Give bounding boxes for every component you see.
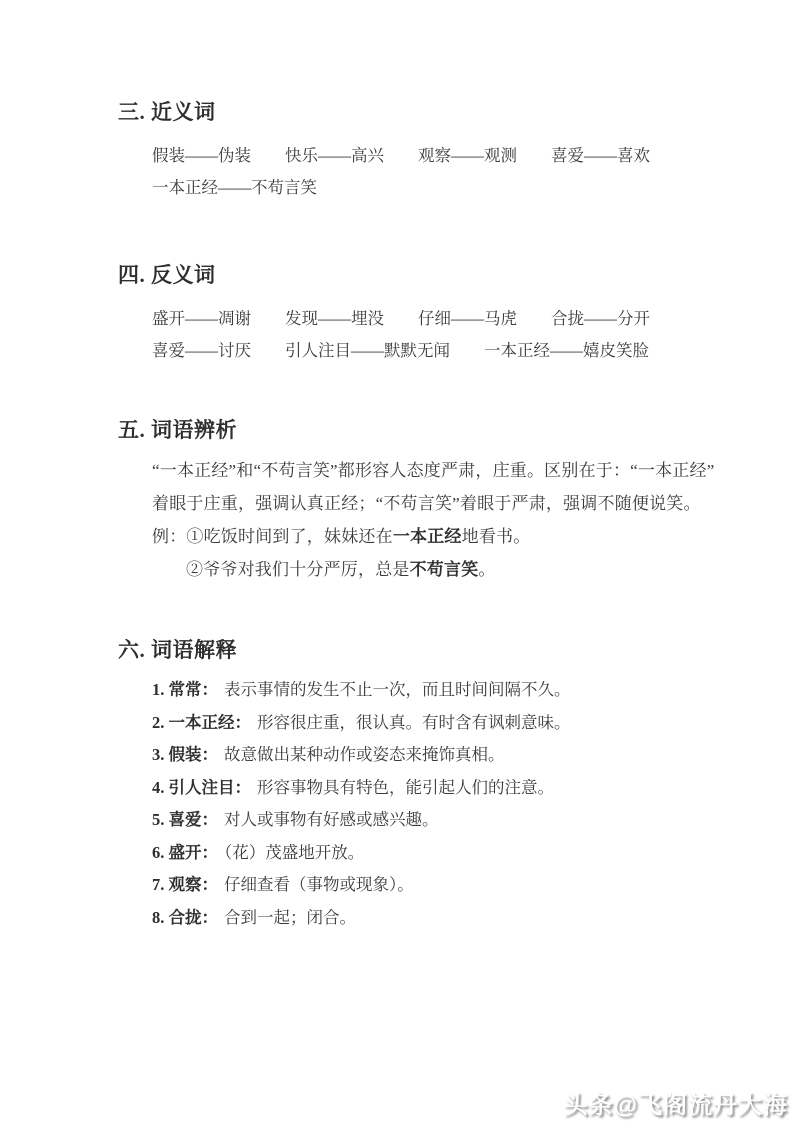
definition-term: 8. 合拢： [152, 907, 218, 927]
word-pair: 仔细——马虎 [418, 309, 517, 328]
section-synonyms-heading: 三. 近义词 [118, 100, 216, 124]
word-pair: 观察——观测 [418, 146, 517, 165]
synonym-row-2 [152, 172, 774, 204]
definition-text: 形容很庄重，很认真。有时含有讽刺意味。 [257, 712, 571, 732]
definition-text: 仔细查看（事物或现象）。 [224, 875, 414, 894]
section-definitions [0, 634, 794, 934]
section-antonyms-heading: 四. 反义词 [118, 263, 216, 287]
definition-item [152, 804, 774, 837]
definition-term: 6. 盛开： [152, 842, 218, 862]
synonym-row-1 [152, 140, 774, 172]
word-pair: 快乐——高兴 [285, 146, 384, 165]
word-pair: 合拢——分开 [551, 309, 650, 328]
definition-text: 对人或事物有好感或感兴趣。 [224, 810, 439, 829]
antonyms-body [152, 303, 774, 367]
example-text: ②爷爷对我们十分严厉，总是 [186, 560, 410, 579]
analysis-body [152, 454, 774, 586]
toutiao-watermark: 头条@飞阁流丹大海 [563, 1092, 788, 1119]
definition-text: 表示事情的发生不止一次，而且时间间隔不久。 [224, 680, 571, 699]
definition-text: 故意做出某种动作或姿态来掩饰真相。 [224, 745, 505, 764]
example-text: 。 [478, 560, 496, 579]
definition-text: 合到一起；闭合。 [224, 907, 356, 927]
word-pair: 盛开——凋谢 [152, 309, 251, 328]
word-pair: 一本正经——不苟言笑 [152, 178, 317, 197]
definition-term: 4. 引人注目： [152, 777, 251, 797]
definition-item [152, 869, 774, 902]
definition-item [152, 674, 774, 707]
example-text: ①吃饭时间到了，妹妹还在 [186, 527, 393, 546]
word-pair: 引人注目——默默无闻 [285, 341, 450, 360]
word-pair: 一本正经——嬉皮笑脸 [484, 341, 649, 360]
antonym-row-2 [152, 335, 774, 367]
section-synonyms [0, 96, 794, 204]
definition-item [152, 739, 774, 772]
definition-term: 3. 假装： [152, 745, 218, 764]
definition-term: 7. 观察： [152, 875, 218, 894]
definitions-list [152, 674, 774, 934]
definition-item [152, 837, 774, 870]
definition-item [152, 902, 774, 935]
example-label: 例： [152, 527, 187, 546]
word-pair: 喜爱——喜欢 [551, 146, 650, 165]
section-analysis-heading: 五. 词语辨析 [118, 418, 237, 442]
synonyms-body [152, 140, 774, 204]
definition-text: （花）茂盛地开放。 [224, 842, 365, 862]
example-highlight: 不苟言笑 [409, 560, 479, 579]
word-pair: 喜爱——讨厌 [152, 341, 251, 360]
definition-item [152, 772, 774, 805]
example-text: 地看书。 [461, 527, 531, 546]
section-definitions-heading: 六. 词语解释 [118, 638, 237, 662]
definition-text: 形容事物具有特色，能引起人们的注意。 [257, 777, 554, 797]
definition-term: 2. 一本正经： [152, 712, 251, 732]
example-highlight: 一本正经 [392, 527, 462, 546]
definition-term: 1. 常常： [152, 680, 218, 699]
analysis-example-2 [152, 553, 774, 586]
word-pair: 发现——埋没 [285, 309, 384, 328]
antonym-row-1 [152, 303, 774, 335]
analysis-example-1 [152, 520, 774, 553]
analysis-paragraph-line: 着眼于庄重，强调认真正经；“不苟言笑”着眼于严肃，强调不随便说笑。 [152, 494, 701, 513]
section-analysis [0, 414, 794, 586]
section-antonyms [0, 259, 794, 367]
analysis-paragraph-line: “一本正经”和“不苟言笑”都形容人态度严肃，庄重。区别在于：“一本正经” [152, 461, 715, 480]
definition-item [152, 707, 774, 740]
definition-term: 5. 喜爱： [152, 810, 218, 829]
word-pair: 假装——伪装 [152, 146, 251, 165]
